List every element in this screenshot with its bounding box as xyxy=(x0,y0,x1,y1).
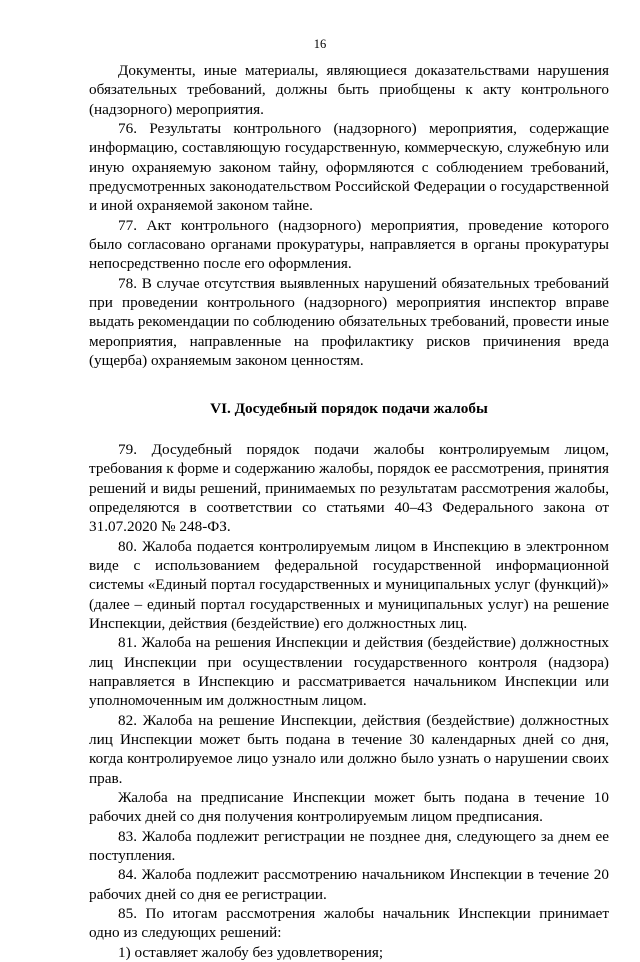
paragraph-78: 78. В случае отсутствия выявленных нарушений обязательных требований при проведении контрольного (надзорного) мероприятия инспектор вправе выдать рекомендации по соблюдению обязательных требований, провести иные мероприятия, направленные на профилактику рисков причинения вреда (ущерба) охраняемым законом ценностям. xyxy=(89,274,609,370)
page-number: 16 xyxy=(313,37,327,51)
paragraph-80: 80. Жалоба подается контролируемым лицом в Инспекцию в электронном виде с использованием федеральной государственной информационной системы «Единый портал государственных и муниципальных услуг (функций)» (далее – единый портал государственных и муниципальных услуг) на решение Инспекции, действия (бездействие) его должностных лиц. xyxy=(89,537,609,632)
paragraph-84: 84. Жалоба подлежит рассмотрению начальником Инспекции в течение 20 рабочих дней со дня ее регистрации. xyxy=(89,866,609,903)
paragraph-documents: Документы, иные материалы, являющиеся доказательствами нарушения обязательных требований, должны быть приобщены к акту контрольного (надзорного) мероприятия. xyxy=(89,62,609,118)
paragraph-85: 85. По итогам рассмотрения жалобы начальник Инспекции принимает одно из следующих решений: xyxy=(89,905,609,942)
paragraph-prescription-complaint: Жалоба на предписание Инспекции может быть подана в течение 10 рабочих дней со дня получения контролируемым лицом предписания. xyxy=(89,789,609,826)
list-item-1: 1) оставляет жалобу без удовлетворения; xyxy=(118,943,384,961)
paragraph-82: 82. Жалоба на решение Инспекции, действия (бездействие) должностных лиц Инспекции может быть подана в течение 30 календарных дней со дня, когда контролируемое лицо узнало или должно было узнать о нарушении своих прав. xyxy=(89,711,609,787)
paragraph-76: 76. Результаты контрольного (надзорного) мероприятия, содержащие информацию, составляющую государственную, коммерческую, служебную или иную охраняемую законом тайну, оформляются с соблюдением требований, предусмотренных законодательством Российской Федерации о государственной и иной охраняемой законом тайне. xyxy=(89,120,609,215)
section-heading: VI. Досудебный порядок подачи жалобы xyxy=(210,399,488,417)
paragraph-83: 83. Жалоба подлежит регистрации не позднее дня, следующего за днем ее поступления. xyxy=(89,827,609,865)
paragraph-77: 77. Акт контрольного (надзорного) мероприятия, проведение которого было согласовано органами прокуратуры, направляется в органы прокуратуры непосредственно после его оформления. xyxy=(89,216,609,273)
paragraph-81: 81. Жалоба на решения Инспекции и действия (бездействие) должностных лиц Инспекции при осуществлении государственного контроля (надзора) направляется в Инспекцию и рассматривается начальником Инспекции или уполномоченным им должностным лицом. xyxy=(89,634,609,710)
document-body xyxy=(89,61,609,962)
paragraph-79: 79. Досудебный порядок подачи жалобы контролируемым лицом, требования к форме и содержанию жалобы, порядок ее рассмотрения, принятия решений и виды решений, принимаемых по результатам рассмотрения жалобы, определяются в соответствии со статьями 40–43 Федерального закона от 31.07.2020 № 248-ФЗ. xyxy=(89,440,609,536)
